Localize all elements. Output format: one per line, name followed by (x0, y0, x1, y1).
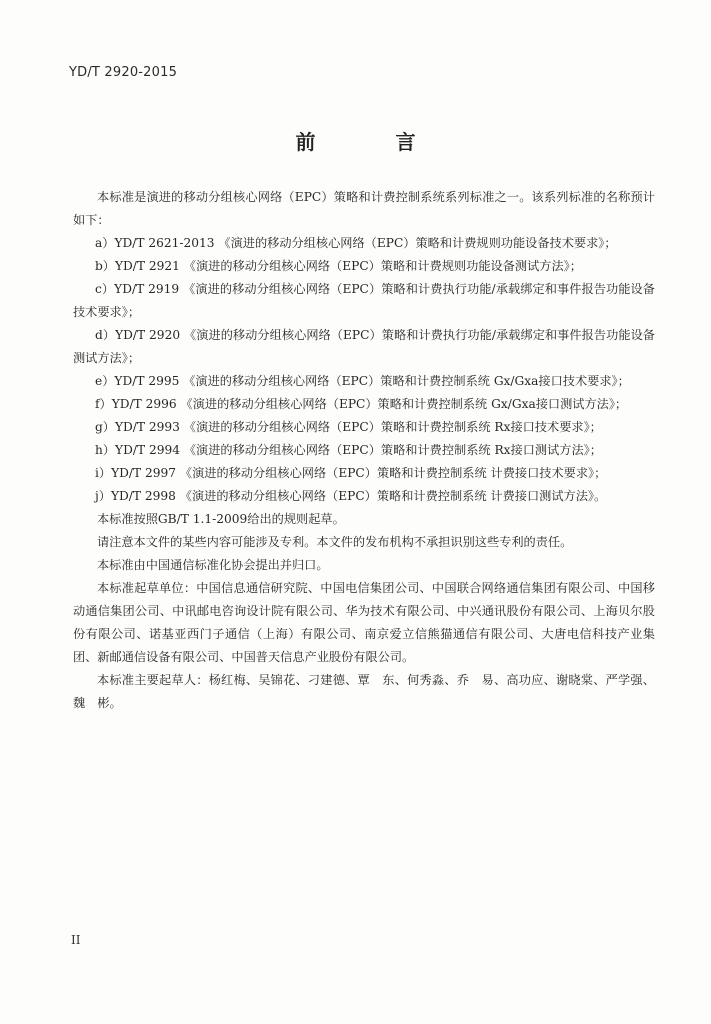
drafters-paragraph: 本标准主要起草人：杨红梅、吴锦花、刁建德、覃 东、何秀淼、乔 易、高功应、谢晓棠、严学强、魏 彬。 (73, 673, 655, 710)
series-item-d: d）YD/T 2920 《演进的移动分组核心网络（EPC）策略和计费执行功能/承载绑定和事件报告功能设备测试方法》； (73, 328, 655, 365)
series-item-f: f）YD/T 2996 《演进的移动分组核心网络（EPC）策略和计费控制系统 Gx/Gxa接口测试方法》； (95, 397, 628, 411)
intro-paragraph: 本标准是演进的移动分组核心网络（EPC）策略和计费控制系统系列标准之一。该系列标准的名称预计如下： (73, 190, 655, 227)
series-item-h: h）YD/T 2994 《演进的移动分组核心网络（EPC）策略和计费控制系统 Rx接口测试方法》； (95, 443, 602, 457)
proposer-paragraph: 本标准由中国通信标准化协会提出并归口。 (97, 558, 329, 572)
series-item-i: i）YD/T 2997 《演进的移动分组核心网络（EPC）策略和计费控制系统 计费接口技术要求》； (95, 466, 607, 480)
rules-paragraph: 本标准按照GB/T 1.1-2009给出的规则起草。 (97, 512, 345, 526)
document-code-header: YD/T 2920-2015 (69, 65, 178, 80)
series-item-g: g）YD/T 2993 《演进的移动分组核心网络（EPC）策略和计费控制系统 Rx接口技术要求》； (95, 420, 602, 434)
series-item-a: a）YD/T 2621-2013 《演进的移动分组核心网络（EPC）策略和计费规则功能设备技术要求》； (95, 236, 617, 250)
page-number: II (71, 933, 81, 947)
drafting-units-paragraph: 本标准起草单位：中国信息通信研究院、中国电信集团公司、中国联合网络通信集团有限公司、中国移动通信集团公司、中讯邮电咨询设计院有限公司、华为技术有限公司、中兴通讯股份有限公司、上海贝尔股份有限公司、诺基亚西门子通信（上海）有限公司、南京爱立信熊猫通信有限公司、大唐电信科技产业集团、新邮通信设备有限公司、中国普天信息产业股份有限公司。 (73, 581, 655, 664)
series-item-e: e）YD/T 2995 《演进的移动分组核心网络（EPC）策略和计费控制系统 Gx/Gxa接口技术要求》； (95, 374, 630, 388)
foreword-body (73, 186, 655, 715)
series-item-b: b）YD/T 2921 《演进的移动分组核心网络（EPC）策略和计费规则功能设备测试方法》； (95, 259, 582, 273)
series-item-j: j）YD/T 2998 《演进的移动分组核心网络（EPC）策略和计费控制系统 计费接口测试方法》。 (95, 489, 607, 503)
page-title: 前 言 (295, 130, 446, 154)
series-item-c: c）YD/T 2919 《演进的移动分组核心网络（EPC）策略和计费执行功能/承载绑定和事件报告功能设备技术要求》； (73, 282, 655, 319)
patent-paragraph: 请注意本文件的某些内容可能涉及专利。本文件的发布机构不承担识别这些专利的责任。 (97, 535, 573, 549)
